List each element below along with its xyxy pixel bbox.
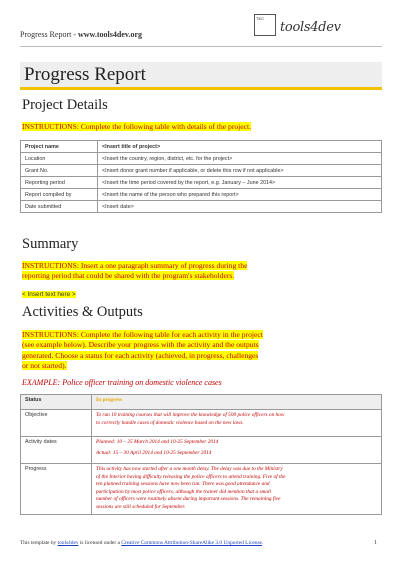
logo-tag: TEC bbox=[256, 16, 264, 21]
objective-label: Objective bbox=[21, 410, 92, 437]
header-prefix: Progress Report - bbox=[20, 30, 78, 39]
status-label: Status bbox=[21, 395, 92, 410]
row-value[interactable]: <Insert the time period covered by the report, e.g. January – June 2014> bbox=[98, 177, 382, 189]
activities-heading: Activities & Outputs bbox=[22, 304, 143, 320]
table-row bbox=[21, 201, 382, 213]
license-link[interactable]: Creative Commons Attribution-ShareAlike 3.0 Unported License bbox=[121, 540, 262, 546]
activity-table bbox=[20, 394, 382, 515]
row-label: Project name bbox=[21, 141, 98, 153]
row-label: Date submitted bbox=[21, 201, 98, 213]
project-details-instructions: INSTRUCTIONS: Complete the following table with details of the project. bbox=[22, 122, 252, 131]
page-number: 1 bbox=[374, 540, 377, 546]
table-row bbox=[21, 165, 382, 177]
header-divider bbox=[20, 46, 382, 47]
table-row bbox=[21, 410, 382, 437]
activity-dates-value[interactable]: Planned: 10 – 25 March 2014 and 10-25 September 2014 Actual: 15 – 30 April 2014 and 10-25 September 2014 bbox=[92, 437, 382, 464]
activity-dates-label: Activity dates bbox=[21, 437, 92, 464]
row-label: Report compiled by bbox=[21, 189, 98, 201]
header-site: www.tools4dev.org bbox=[78, 30, 142, 39]
status-value[interactable]: In progress bbox=[92, 395, 382, 410]
project-details-table bbox=[20, 140, 382, 213]
row-value[interactable]: <Insert donor grant number if applicable, or delete this row if not applicable> bbox=[98, 165, 382, 177]
table-row bbox=[21, 177, 382, 189]
progress-label: Progress bbox=[21, 464, 92, 515]
table-row bbox=[21, 464, 382, 515]
row-label: Grant No. bbox=[21, 165, 98, 177]
row-label: Reporting period bbox=[21, 177, 98, 189]
example-title: EXAMPLE: Police officer training on domestic violence cases bbox=[22, 378, 222, 387]
table-row bbox=[21, 437, 382, 464]
table-row bbox=[21, 395, 382, 410]
activities-instructions: INSTRUCTIONS: Complete the following table for each activity in the project (see example below). Describe your progress with the activity and the outputs generated. Choose a status for each activity (achieved, in progress, challenges or not started). bbox=[22, 330, 263, 371]
title-bar bbox=[20, 62, 382, 90]
row-label: Location bbox=[21, 153, 98, 165]
license-footer: This template by tools4dev is licensed under a Creative Commons Attribution-ShareAlike 3.0 Unported License. bbox=[20, 540, 264, 546]
progress-value[interactable]: This activity has now started after a one month delay. The delay was due to the Ministry of the Interior having difficulty releasing the police officers to attend training. Five of the ten planned training sessions have now been run. There was good attendance and participation by most police officers, although the trainer did mention that a small number of officers were routinely absent during important sessions. The remaining five sessions are still scheduled for September. bbox=[92, 464, 382, 515]
row-value[interactable]: <Insert the country, region, district, etc. for the project> bbox=[98, 153, 382, 165]
row-value[interactable]: <Insert title of project> bbox=[98, 141, 382, 153]
tools4dev-link[interactable]: tools4dev bbox=[57, 540, 79, 546]
objective-value[interactable]: To run 10 training courses that will improve the knowledge of 500 police officers on how to correctly handle cases of domestic violence based on the new laws. bbox=[92, 410, 382, 437]
summary-heading: Summary bbox=[22, 236, 79, 252]
page-header bbox=[20, 30, 142, 39]
summary-instructions: INSTRUCTIONS: Insert a one paragraph summary of progress during the reporting period that could be shared with the program's stakeholders. bbox=[22, 261, 248, 281]
summary-text-placeholder[interactable]: < Insert text here > bbox=[22, 291, 76, 298]
tools4dev-logo bbox=[254, 14, 384, 48]
logo-box-icon bbox=[254, 14, 276, 36]
project-details-heading: Project Details bbox=[22, 97, 108, 113]
table-row bbox=[21, 141, 382, 153]
table-row bbox=[21, 189, 382, 201]
title-accent-line bbox=[20, 87, 382, 90]
row-value[interactable]: <Insert the name of the person who prepared this report> bbox=[98, 189, 382, 201]
document-title: Progress Report bbox=[24, 64, 146, 85]
row-value[interactable]: <Insert date> bbox=[98, 201, 382, 213]
logo-text: tools4dev bbox=[280, 20, 341, 35]
table-row bbox=[21, 153, 382, 165]
